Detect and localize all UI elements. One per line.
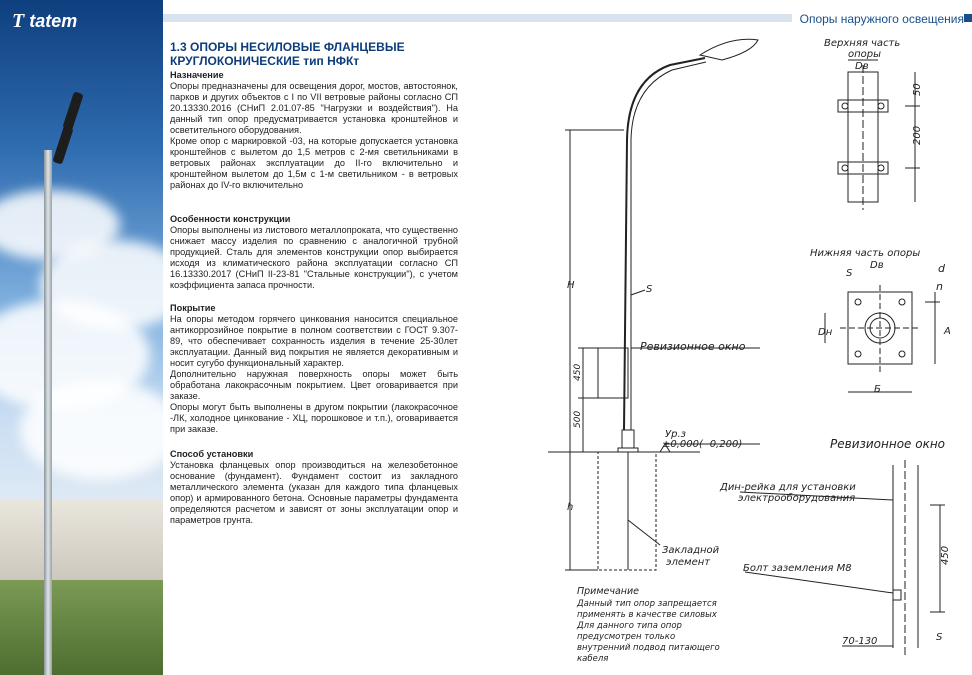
note-line: Данный тип опор запрещается bbox=[577, 599, 717, 609]
dim-label: 70-130 bbox=[842, 636, 878, 647]
note-line: применять в качестве силовых bbox=[577, 610, 717, 620]
level-label: ±0,000( -0,200) bbox=[662, 439, 743, 450]
top-part-title: Верхняя часть bbox=[824, 38, 901, 49]
embedded-label: Закладной bbox=[662, 545, 720, 556]
note-line: предусмотрен только bbox=[577, 632, 676, 642]
rev-window-label: Ревизионное окно bbox=[640, 340, 746, 353]
paragraph: На опоры методом горячего цинкования наносится специальное антикоррозийное покрытие в полном соответствии с ГОСТ 9.307-89, что обеспечивает сохранность изделия в течение 25-30лет эксплуатации. Данный вид покрытия не является декоративным и носит сугубо функциональный характер. bbox=[170, 314, 458, 368]
d-label: d bbox=[938, 262, 945, 275]
note-line: внутренний подвод питающего bbox=[577, 643, 720, 653]
brand-logo: T tatem bbox=[12, 10, 78, 32]
dim-label: 500 bbox=[573, 410, 583, 428]
h-label: H bbox=[567, 280, 575, 291]
bottom-part-title: Нижняя часть опоры bbox=[810, 248, 921, 259]
section-heading: Покрытие bbox=[170, 303, 216, 313]
a-label: A bbox=[944, 326, 951, 337]
dv-label: Dв bbox=[870, 260, 884, 271]
section-heading: Назначение bbox=[170, 70, 224, 80]
dim-label: 450 bbox=[573, 363, 583, 381]
section-heading: Способ установки bbox=[170, 449, 254, 459]
rev-window-title: Ревизионное окно bbox=[830, 437, 946, 451]
dn-label: Dн bbox=[818, 327, 833, 338]
s-label: S bbox=[936, 632, 943, 643]
din-rail-label: Дин-рейка для установки bbox=[720, 482, 856, 493]
paragraph: Опоры выполнены из листового металлопроката, что существенно снижает массу изделия по сравнению с аналогичной трубной продукцией. Сталь для элементов конструкции опор выбирается исходя из климатического района эксплуатации согласно СП 16.13330.2017 (СНиП II-23-81 "Стальные конструкции"), с учетом коэффициента запаса прочности. bbox=[170, 225, 458, 290]
h-small-label: h bbox=[567, 502, 574, 513]
note-line: кабеля bbox=[577, 654, 609, 664]
section-header: Опоры наружного освещения bbox=[792, 12, 964, 26]
paragraph: Дополнительно наружная поверхность опоры может быть обработана лакокрасочным покрытием. Цвет оговаривается при заказе. bbox=[170, 369, 458, 401]
top-part-title: опоры bbox=[848, 49, 882, 60]
dv-label: Dв bbox=[855, 61, 869, 72]
paragraph: Кроме опор с маркировкой -03, на которые допускается установка кронштейнов с вылетом до 1,5 метров с 2-мя светильниками в ветровых районах эксплуатации до II-го включительно и кронштейном вылетом до 1,5м с 1-м светильником - в ветровых районах до IV-го включительно bbox=[170, 136, 458, 190]
note-title: Примечание bbox=[577, 586, 640, 597]
b-label: Б bbox=[874, 384, 881, 395]
level-label: Ур.з bbox=[665, 429, 686, 440]
s-label: S bbox=[846, 268, 853, 279]
dim-label: 50 bbox=[912, 83, 923, 96]
paragraph: Опоры предназначены для освещения дорог, мостов, автостоянок, парков и других объектов с I по VII ветровые районы согласно СП 20.13330.2016 (СНиП 2.01.07-85 "Нагрузки и воздействия"). На данный тип опор предусматривается установка кронштейнов и осветительного оборудования. bbox=[170, 81, 458, 135]
n-label: n bbox=[936, 280, 943, 293]
dim-label: 200 bbox=[912, 125, 923, 145]
s-label: S bbox=[646, 284, 653, 295]
bolt-label: Болт заземления М8 bbox=[743, 563, 852, 574]
embedded-label: элемент bbox=[666, 557, 711, 568]
note-line: Для данного типа опор bbox=[577, 621, 682, 631]
paragraph: Опоры могут быть выполнены в другом покрытии (лакокрасочное -ЛК, холодное цинкование - ХЦ, порошковое и т.п.), оговаривается при заказе. bbox=[170, 402, 458, 434]
dim-label: 450 bbox=[940, 545, 951, 565]
paragraph: Установка фланцевых опор производиться на железобетонное основание (фундамент). Фундамент состоит из закладного металлического элемента (указан для каждого типа фланцевых опор) и армированного бетона. Основные параметры фундамента определяются расчетом и зависят от зоны эксплуатации опор и параметров грунта. bbox=[170, 460, 458, 525]
din-rail-label: электрооборудования bbox=[738, 493, 856, 504]
section-heading: Особенности конструкции bbox=[170, 214, 291, 224]
page-title: 1.3 ОПОРЫ НЕСИЛОВЫЕ ФЛАНЦЕВЫЕ КРУГЛОКОНИЧЕСКИЕ тип НФКт bbox=[170, 40, 405, 68]
